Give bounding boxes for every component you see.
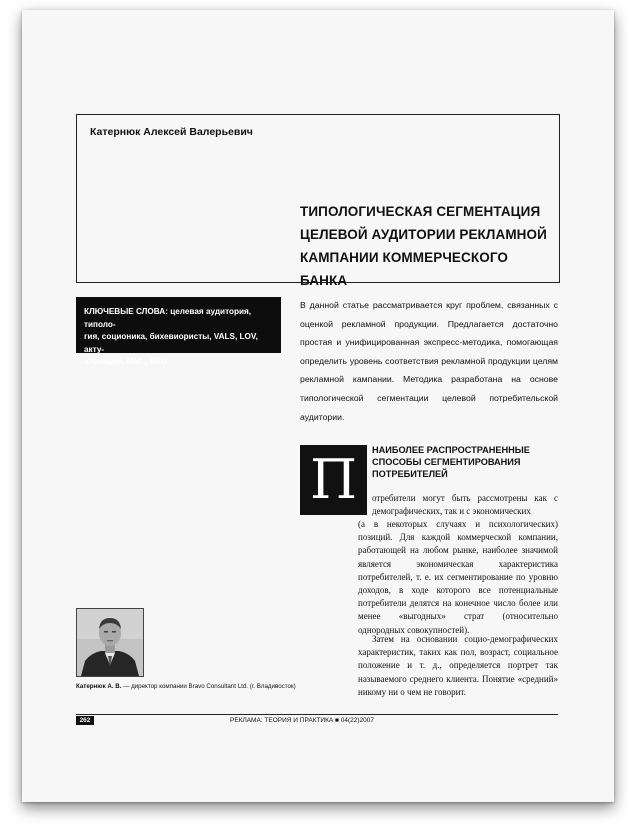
caption-text: — директор компании Bravo Consultant Ltd. (г. Владивосток) xyxy=(121,683,296,690)
body-paragraph: Затем на основании социо-демографических характеристик, таких как пол, возраст, социальное положение и т. д., определяется портрет так называемого среднего клиента. Понятие «средний» никому ни о чем не говорит. xyxy=(358,634,558,697)
section-heading-line: ПОТРЕБИТЕЛЕЙ xyxy=(372,469,448,479)
title-line: ЦЕЛЕВОЙ АУДИТОРИИ РЕКЛАМНОЙ xyxy=(300,227,547,242)
body-paragraph: (а в некоторых случаях и психологических) позиций. Для каждой коммерческой компании, работающей на любом рынке, наиболее значимой является экономическая характеристика потребителей, т. е. их сегментирование по уровню доходов, в ходе которого все потенциальные потребители делятся на конечное число более или менее «выгодных» страт (относительно однородных совокупностей). xyxy=(358,519,558,635)
caption-author: Катернюк А. В. xyxy=(76,683,122,690)
abstract-text: В данной статье рассматривается круг проблем, связанных с оценкой рекламной продукции. Предлагается достаточно простая и унифицированная экспресс-методика, помогающая определить уровень соответствия рекламной продукции целям рекламной кампании. Методика разработана на основе типологической сегментации целевой потребительской аудитории. xyxy=(300,300,558,422)
title-line: КАМПАНИИ КОММЕРЧЕСКОГО БАНКА xyxy=(300,250,508,288)
author-photo xyxy=(76,608,144,677)
article-title xyxy=(300,200,550,292)
author-portrait-image xyxy=(77,609,143,676)
page-number: 262 xyxy=(76,716,94,725)
drop-cap: П xyxy=(300,445,367,515)
section-heading-line: НАИБОЛЕЕ РАСПРОСТРАНЕННЫЕ xyxy=(372,445,530,455)
keywords-box xyxy=(76,297,281,366)
photo-caption xyxy=(76,683,296,690)
journal-footer: РЕКЛАМА: ТЕОРИЯ И ПРАКТИКА ■ 04(22)2007 xyxy=(230,717,375,724)
body-paragraph-start: отребители могут быть рассмотрены как с демографических, так и с экономических xyxy=(372,493,558,517)
keywords-line: гия, соционика, бихевиористы, VALS, LOV, акту- xyxy=(84,332,258,354)
section-heading-line: СПОСОБЫ СЕГМЕНТИРОВАНИЯ xyxy=(372,457,521,467)
section-heading xyxy=(372,444,552,480)
keywords-line: КЛЮЧЕВЫЕ СЛОВА: целевая аудитория, типоло- xyxy=(84,307,252,329)
keywords-line: ализация, MML, SKU xyxy=(84,357,168,366)
footer-divider xyxy=(76,714,558,715)
author-name: Катернюк Алексей Валерьевич xyxy=(90,126,253,138)
title-line: ТИПОЛОГИЧЕСКАЯ СЕГМЕНТАЦИЯ xyxy=(300,204,541,219)
